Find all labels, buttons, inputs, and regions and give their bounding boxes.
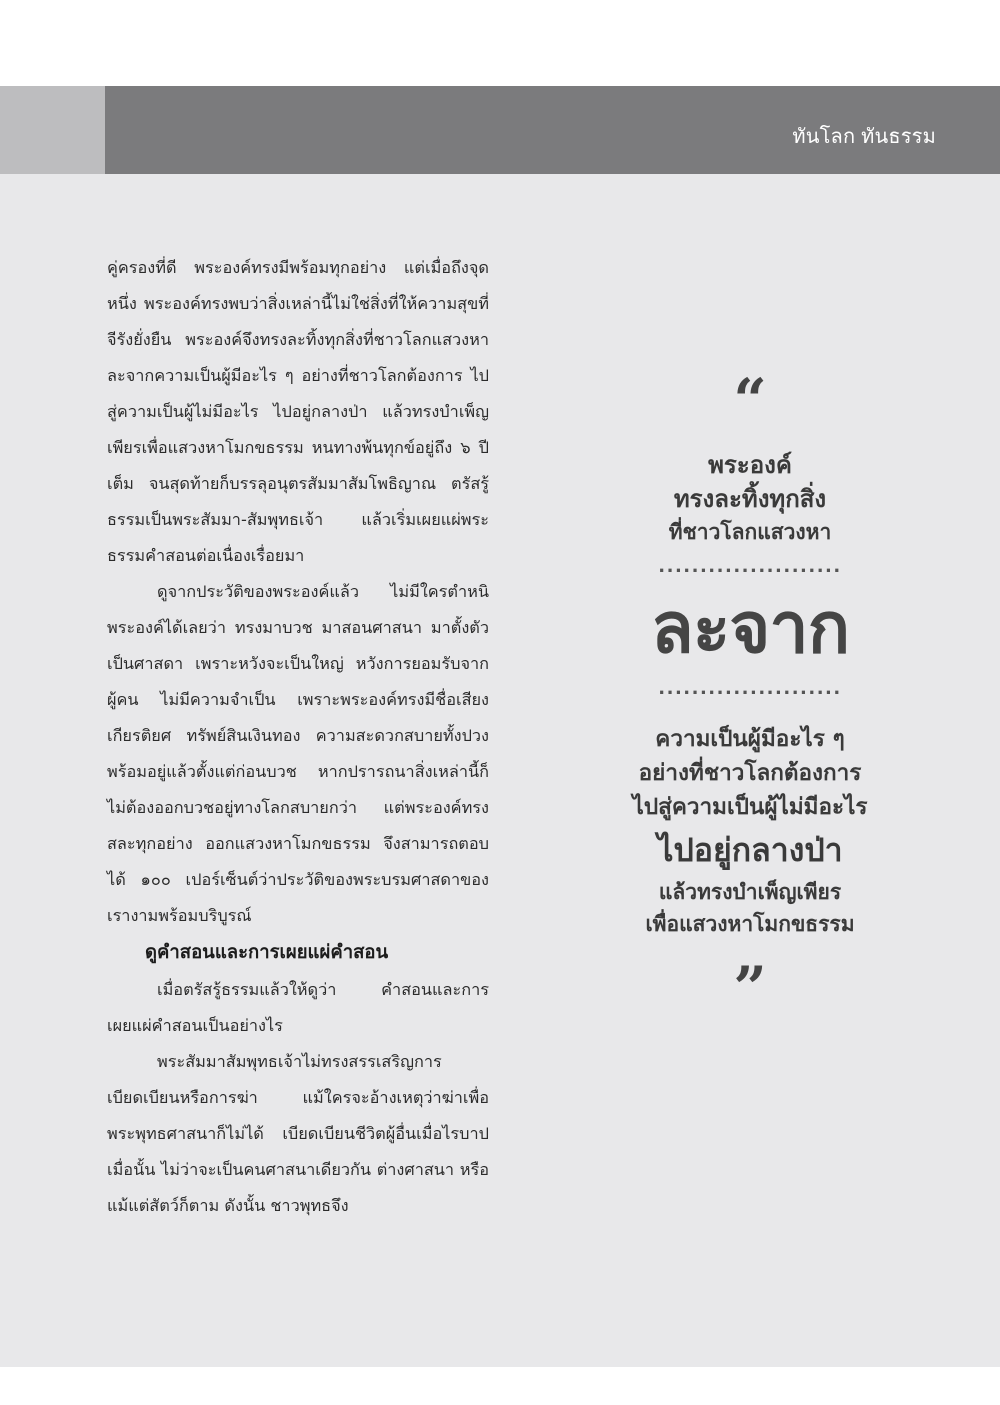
dotted-divider: ...................... bbox=[658, 556, 842, 577]
pull-quote-line: ไปสู่ความเป็นผู้ไม่มีอะไร bbox=[632, 794, 868, 820]
pull-quote bbox=[600, 366, 900, 1022]
paragraph-3: เมื่อตรัสรู้ธรรมแล้วให้ดูว่า คำสอนและการเผยแผ่คำสอนเป็นอย่างไร bbox=[107, 980, 489, 1035]
paragraph-4: พระสัมมาสัมพุทธเจ้าไม่ทรงสรรเสริญการเบียดเบียนหรือการฆ่า แม้ใครจะอ้างเหตุว่าฆ่าเพื่อพระพุทธศาสนาก็ไม่ได้ เบียดเบียนชีวิตผู้อื่นเมื่อไรบาปเมื่อนั้น ไม่ว่าจะเป็นคนศาสนาเดียวกัน ต่างศาสนา หรือแม้แต่สัตว์ก็ตาม ดังนั้น ชาวพุทธจึง bbox=[107, 1052, 489, 1215]
pull-quote-line: ความเป็นผู้มีอะไร ๆ bbox=[655, 726, 845, 752]
section-heading: ดูคำสอนและการเผยแผ่คำสอน bbox=[145, 942, 389, 963]
paragraph-2: ดูจากประวัติของพระองค์แล้ว ไม่มีใครตำหนิพระองค์ได้เลยว่า ทรงมาบวช มาสอนศาสนา มาตั้งตัวเป็นศาสดา เพราะหวังจะเป็นใหญ่ หวังการยอมรับจากผู้คน ไม่มีความจำเป็น เพราะพระองค์ทรงมีชื่อเสียง เกียรติยศ ทรัพย์สินเงินทอง ความสะดวกสบายทั้งปวงพร้อมอยู่แล้วตั้งแต่ก่อนบวช หากปรารถนาสิ่งเหล่านี้ก็ไม่ต้องออกบวชอยู่ทางโลกสบายกว่า แต่พระองค์ทรงสละทุกอย่าง ออกแสวงหาโมกขธรรม จึงสามารถตอบได้ ๑๐๐ เปอร์เซ็นต์ว่าประวัติของพระบรมศาสดาของเรางามพร้อมบริบูรณ์ bbox=[107, 582, 489, 925]
paragraph-1: คู่ครองที่ดี พระองค์ทรงมีพร้อมทุกอย่าง แต่เมื่อถึงจุดหนึ่ง พระองค์ทรงพบว่าสิ่งเหล่านี้ไม่ใช่สิ่งที่ให้ความสุขที่จีรังยั่งยืน พระองค์จึงทรงละทิ้งทุกสิ่งที่ชาวโลกแสวงหา ละจากความเป็นผู้มีอะไร ๆ อย่างที่ชาวโลกต้องการ ไปสู่ความเป็นผู้ไม่มีอะไร ไปอยู่กลางป่า แล้วทรงบำเพ็ญเพียรเพื่อแสวงหาโมกขธรรม หนทางพ้นทุกข์อยู่ถึง ๖ ปีเต็ม จนสุดท้ายก็บรรลุอนุตรสัมมาสัมโพธิญาณ ตรัสรู้ธรรมเป็นพระสัมมา-สัมพุทธเจ้า แล้วเริ่มเผยแผ่พระธรรมคำสอนต่อเนื่องเรื่อยมา bbox=[107, 258, 489, 565]
pull-quote-line: ทรงละทิ้งทุกสิ่ง bbox=[673, 485, 827, 513]
open-quote-mark: “ bbox=[733, 366, 767, 434]
article-body bbox=[107, 250, 489, 1224]
pull-quote-line: อย่างที่ชาวโลกต้องการ bbox=[638, 760, 862, 786]
pull-quote-emphasis: ไปอยู่กลางป่า bbox=[657, 831, 843, 869]
pull-quote-emphasis: ละจาก bbox=[650, 587, 850, 669]
section-title: ทันโลก ทันธรรม bbox=[792, 126, 936, 148]
header-accent-block bbox=[0, 86, 105, 174]
close-quote-mark: ” bbox=[733, 954, 767, 1022]
pull-quote-line: ที่ชาวโลกแสวงหา bbox=[668, 520, 832, 544]
pull-quote-line: พระองค์ bbox=[708, 451, 792, 479]
dotted-divider: ...................... bbox=[658, 678, 842, 699]
pull-quote-line: เพื่อแสวงหาโมกขธรรม bbox=[645, 912, 855, 936]
pull-quote-line: แล้วทรงบำเพ็ญเพียร bbox=[658, 880, 842, 904]
